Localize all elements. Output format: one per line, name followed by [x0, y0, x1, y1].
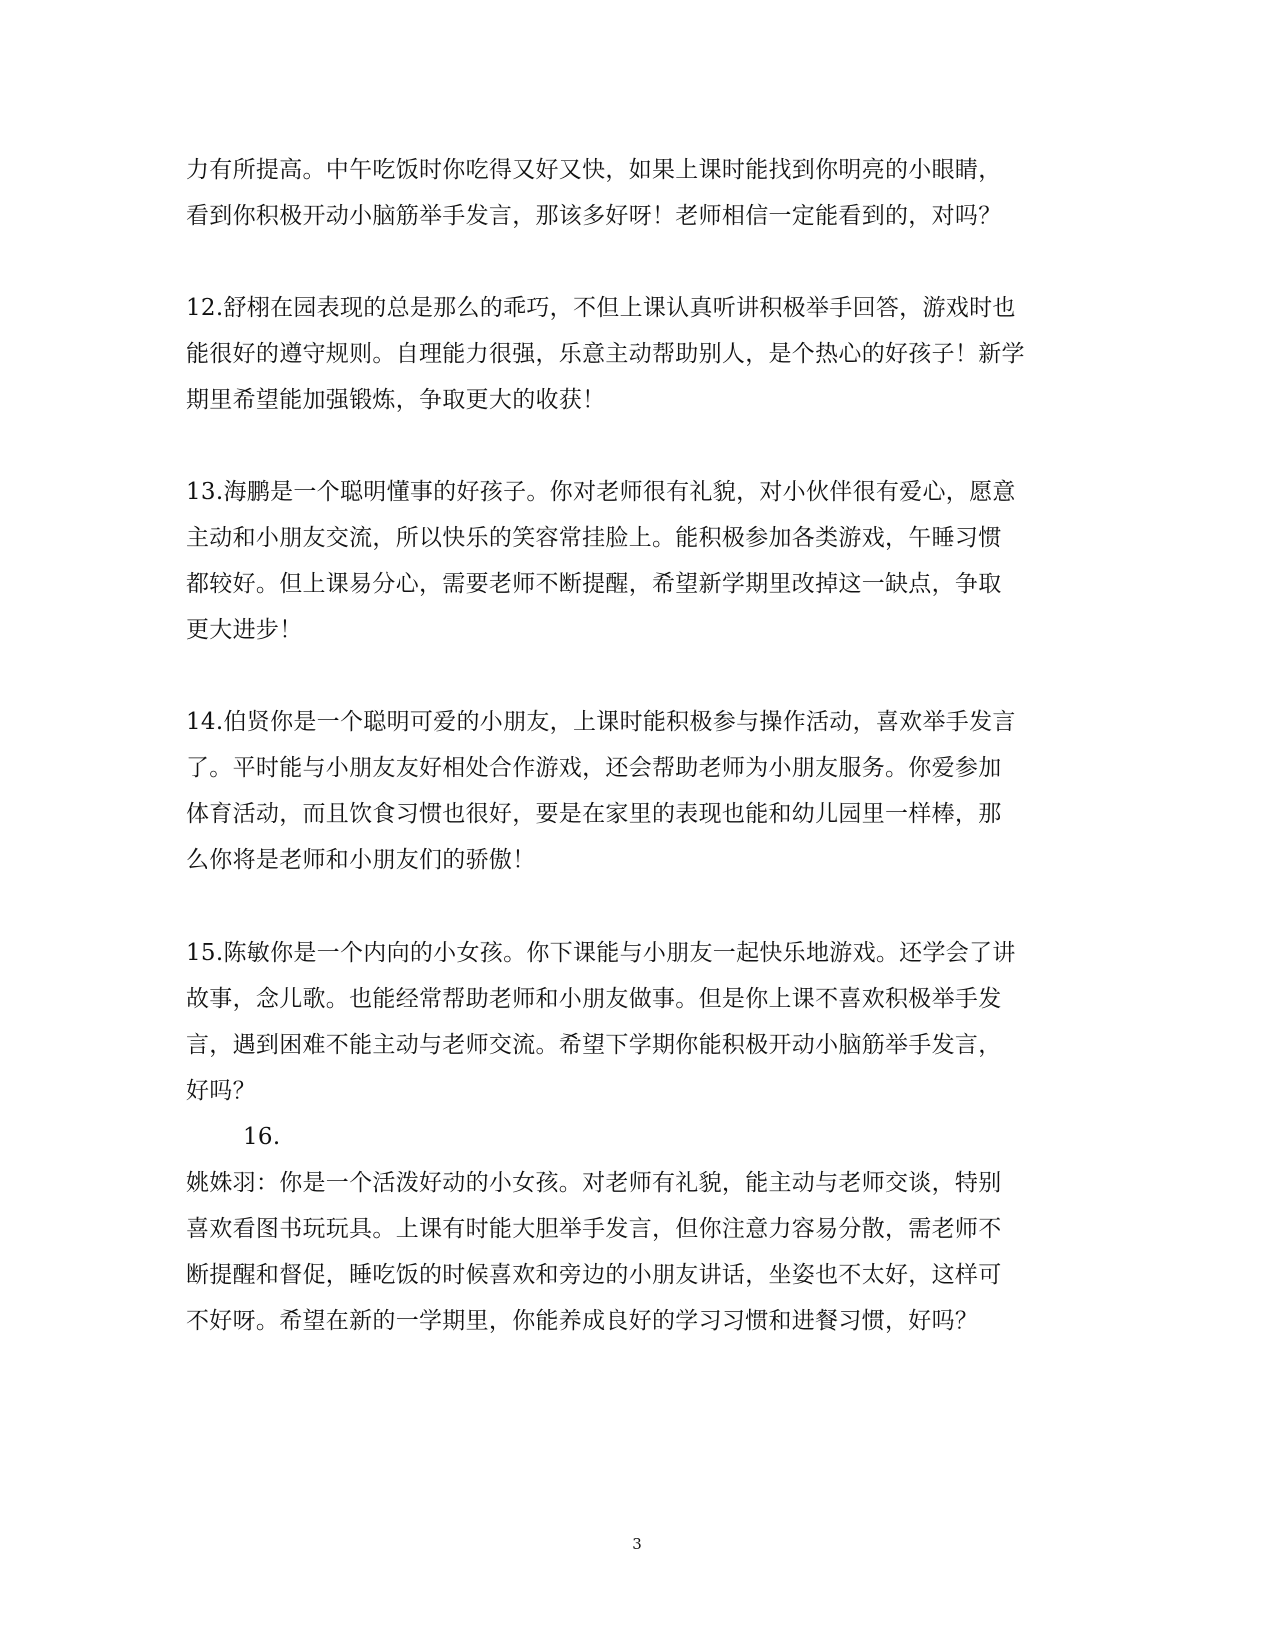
paragraph-line: 期里希望能加强锻炼，争取更大的收获！	[186, 387, 606, 413]
paragraph-line: 力有所提高。中午吃饭时你吃得又好又快，如果上课时能找到你明亮的小眼睛，	[186, 157, 1002, 183]
paragraph-line: 姚姝羽：你是一个活泼好动的小女孩。对老师有礼貌，能主动与老师交谈，特别	[186, 1170, 1002, 1196]
paragraph-line: 15.陈敏你是一个内向的小女孩。你下课能与小朋友一起快乐地游戏。还学会了讲	[186, 940, 1016, 966]
paragraph-line: 不好呀。希望在新的一学期里，你能养成良好的学习习惯和进餐习惯，好吗？	[186, 1308, 979, 1334]
paragraph-line: 么你将是老师和小朋友们的骄傲！	[186, 847, 536, 873]
paragraph-line: 都较好。但上课易分心，需要老师不断提醒，希望新学期里改掉这一缺点，争取	[186, 571, 1002, 597]
item-number: 16.	[243, 1124, 281, 1150]
paragraph-line: 故事，念儿歌。也能经常帮助老师和小朋友做事。但是你上课不喜欢积极举手发	[186, 986, 1002, 1012]
paragraph-line: 喜欢看图书玩玩具。上课有时能大胆举手发言，但你注意力容易分散，需老师不	[186, 1216, 1002, 1242]
paragraph-line: 13.海鹏是一个聪明懂事的好孩子。你对老师很有礼貌，对小伙伴很有爱心，愿意	[186, 479, 1016, 505]
paragraph-line: 好吗？	[186, 1078, 256, 1104]
paragraph-line: 了。平时能与小朋友友好相处合作游戏，还会帮助老师为小朋友服务。你爱参加	[186, 755, 1002, 781]
paragraph-line: 言，遇到困难不能主动与老师交流。希望下学期你能积极开动小脑筋举手发言，	[186, 1032, 1002, 1058]
paragraph-line: 看到你积极开动小脑筋举手发言，那该多好呀！老师相信一定能看到的，对吗？	[186, 203, 1002, 229]
paragraph-line: 14.伯贤你是一个聪明可爱的小朋友，上课时能积极参与操作活动，喜欢举手发言	[186, 709, 1016, 735]
paragraph-line: 主动和小朋友交流，所以快乐的笑容常挂脸上。能积极参加各类游戏，午睡习惯	[186, 525, 1002, 551]
paragraph-line: 能很好的遵守规则。自理能力很强，乐意主动帮助别人，是个热心的好孩子！新学	[186, 341, 1025, 367]
paragraph-line: 更大进步！	[186, 617, 303, 643]
paragraph-line: 体育活动，而且饮食习惯也很好，要是在家里的表现也能和幼儿园里一样棒，那	[186, 801, 1002, 827]
page-number: 3	[632, 1535, 642, 1553]
paragraph-line: 断提醒和督促，睡吃饭的时候喜欢和旁边的小朋友讲话，坐姿也不太好，这样可	[186, 1262, 1002, 1288]
paragraph-line: 12.舒栩在园表现的总是那么的乖巧，不但上课认真听讲积极举手回答，游戏时也	[186, 295, 1016, 321]
